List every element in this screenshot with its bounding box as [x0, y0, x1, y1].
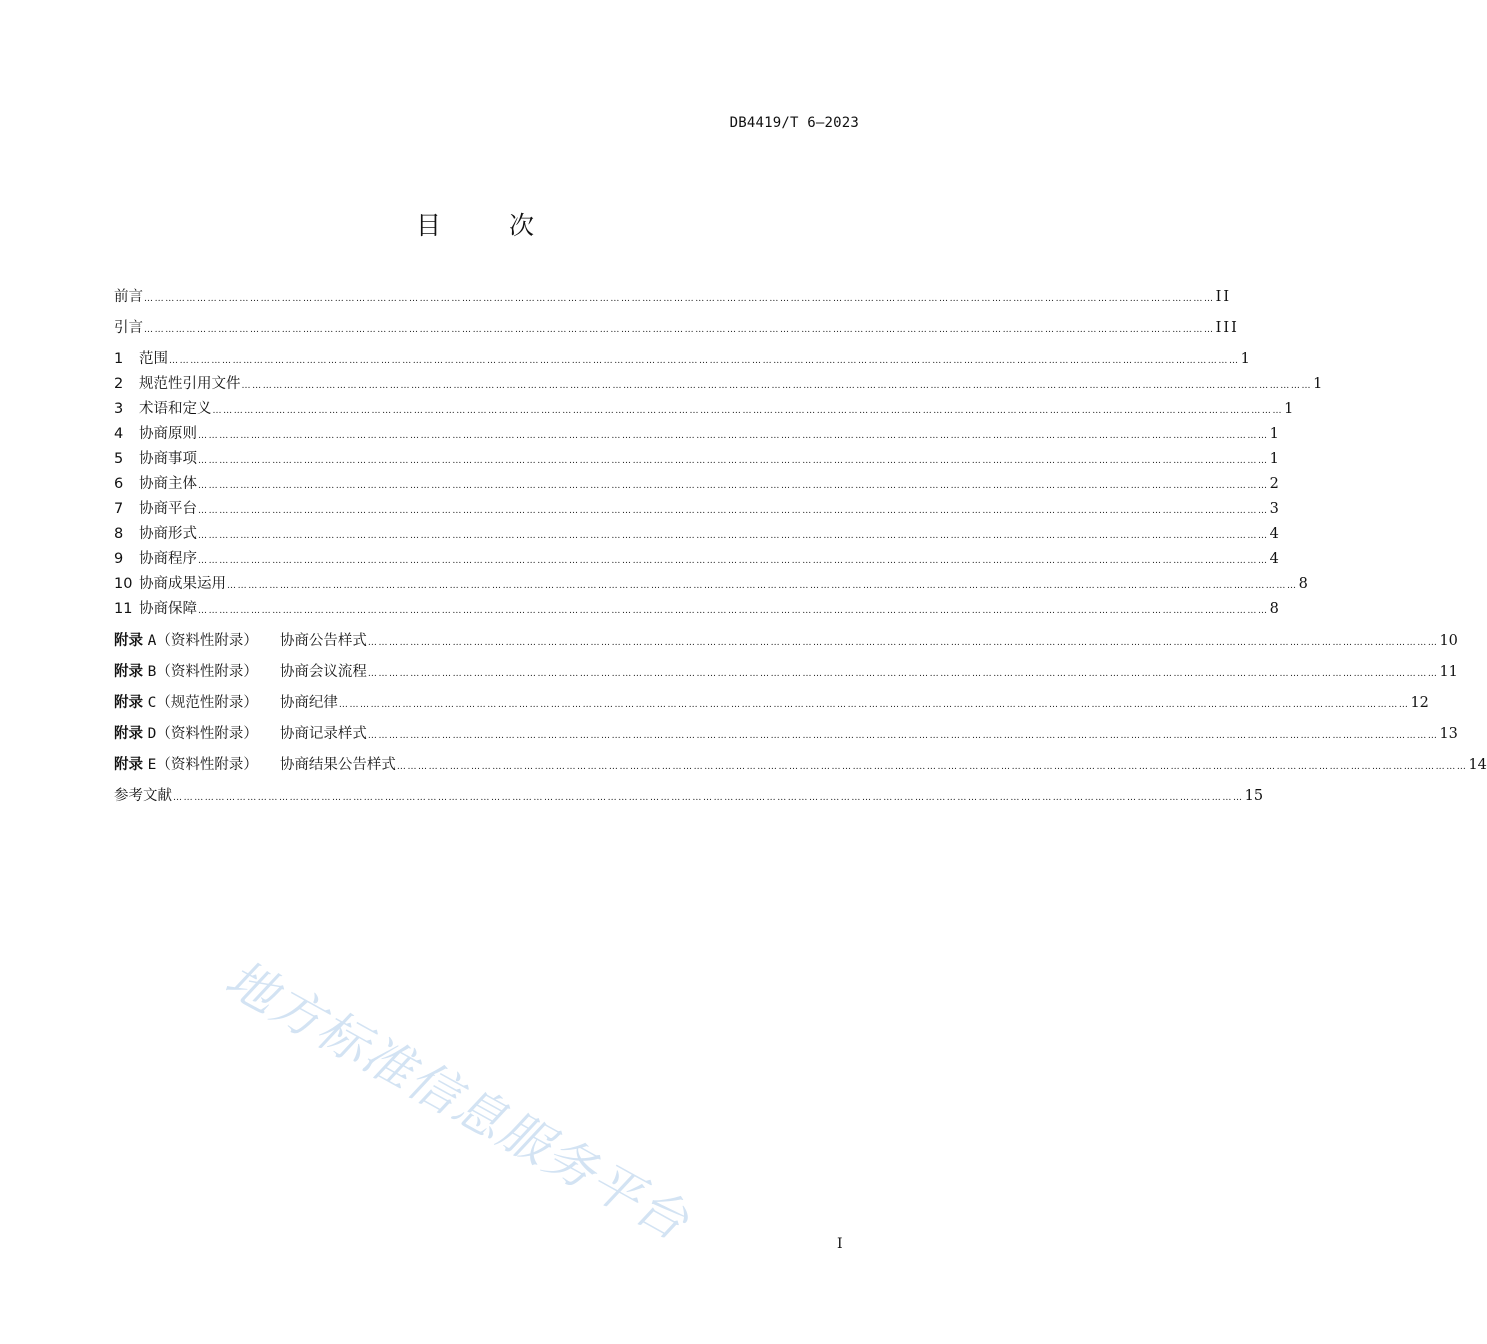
toc-entry-4[interactable]: [114, 424, 1279, 446]
leader-dots: ……………………………………………………………………………………………………………………………………………………………………………………………………………………………………………………………………………: [396, 762, 1468, 772]
toc-entry-title: 范围: [139, 351, 168, 367]
toc-entry-5[interactable]: [114, 449, 1279, 471]
toc-entry-title: 协商成果运用: [139, 576, 226, 592]
toc-appendix-c[interactable]: [114, 693, 1429, 715]
leader-dots: ……………………………………………………………………………………………………………………………………………………………………………………………………………………………………………………………………………: [227, 581, 1298, 591]
toc-entry-page: 2: [1269, 476, 1279, 492]
leader-dots: ……………………………………………………………………………………………………………………………………………………………………………………………………………………………………………………………………………: [144, 294, 1215, 304]
leader-dots: ……………………………………………………………………………………………………………………………………………………………………………………………………………………………………………………………………………: [198, 506, 1269, 516]
appendix-title: 协商会议流程: [279, 664, 367, 680]
toc-entry-number: 11: [114, 601, 133, 617]
appendix-prefix: 附录: [114, 664, 143, 680]
appendix-letter: E: [147, 757, 157, 773]
toc-entry-title: 协商事项: [139, 451, 197, 467]
toc-entry-page: 8: [1298, 576, 1308, 592]
toc-entry-page: II: [1215, 289, 1232, 305]
appendix-letter: B: [147, 664, 157, 680]
leader-dots: ……………………………………………………………………………………………………………………………………………………………………………………………………………………………………………………………………………: [367, 731, 1439, 741]
appendix-type: （资料性附录）: [156, 633, 258, 649]
toc-entry-title: 规范性引用文件: [139, 376, 241, 392]
leader-dots: ……………………………………………………………………………………………………………………………………………………………………………………………………………………………………………………………………………: [198, 456, 1269, 466]
toc-entry-number: 1: [114, 351, 124, 367]
toc-entry-page: 13: [1439, 726, 1458, 742]
toc-entry-number: 10: [114, 576, 133, 592]
leader-dots: ……………………………………………………………………………………………………………………………………………………………………………………………………………………………………………………………………………: [173, 793, 1244, 803]
toc-entry-number: 4: [114, 426, 124, 442]
toc-entry-title: 协商形式: [139, 526, 197, 542]
appendix-letter: D: [147, 726, 157, 742]
leader-dots: ……………………………………………………………………………………………………………………………………………………………………………………………………………………………………………………………………………: [241, 381, 1313, 391]
toc-entry-page: 4: [1269, 551, 1279, 567]
appendix-prefix: 附录: [114, 726, 143, 742]
toc-appendix-a[interactable]: [114, 631, 1458, 653]
toc-entry-introduction[interactable]: [114, 318, 1239, 340]
toc-entry-title: 协商主体: [139, 476, 197, 492]
toc-entry-number: 8: [114, 526, 124, 542]
appendix-prefix: 附录: [114, 633, 143, 649]
toc-title-char-2: 次: [509, 211, 535, 240]
toc-entry-page: 1: [1269, 451, 1279, 467]
toc-entry-page: 3: [1269, 501, 1279, 517]
appendix-title: 协商记录样式: [279, 726, 367, 742]
toc-entry-1[interactable]: [114, 349, 1250, 371]
leader-dots: ……………………………………………………………………………………………………………………………………………………………………………………………………………………………………………………………………………: [198, 606, 1269, 616]
page-number: I: [837, 1236, 843, 1252]
appendix-type: （资料性附录）: [156, 664, 258, 680]
toc-entry-title: 协商原则: [139, 426, 197, 442]
toc-entry-page: 1: [1269, 426, 1279, 442]
toc-entry-page: 1: [1313, 376, 1323, 392]
toc-entry-title: 协商平台: [139, 501, 197, 517]
appendix-title: 协商纪律: [279, 695, 338, 711]
appendix-title: 协商公告样式: [279, 633, 367, 649]
appendix-title: 协商结果公告样式: [279, 757, 396, 773]
toc-entry-page: 11: [1439, 664, 1458, 680]
leader-dots: ……………………………………………………………………………………………………………………………………………………………………………………………………………………………………………………………………………: [198, 531, 1269, 541]
toc-entry-11[interactable]: [114, 599, 1279, 621]
toc-entry-foreword[interactable]: [114, 287, 1232, 309]
toc-entry-10[interactable]: [114, 574, 1308, 596]
appendix-type: （资料性附录）: [156, 726, 258, 742]
toc-entry-page: 8: [1269, 601, 1279, 617]
toc-appendix-d[interactable]: [114, 724, 1458, 746]
toc-title-char-1: 目: [415, 211, 441, 240]
leader-dots: ……………………………………………………………………………………………………………………………………………………………………………………………………………………………………………………………………………: [144, 325, 1215, 335]
appendix-letter: A: [147, 633, 157, 649]
toc-entry-page: 10: [1439, 633, 1458, 649]
leader-dots: ……………………………………………………………………………………………………………………………………………………………………………………………………………………………………………………………………………: [198, 431, 1269, 441]
toc-entry-title: 前言: [114, 289, 143, 305]
toc-entry-page: 4: [1269, 526, 1279, 542]
toc-entry-7[interactable]: [114, 499, 1279, 521]
leader-dots: ……………………………………………………………………………………………………………………………………………………………………………………………………………………………………………………………………………: [212, 406, 1284, 416]
toc-entry-page: 1: [1284, 401, 1294, 417]
toc-entry-8[interactable]: [114, 524, 1279, 546]
toc-entry-title: 协商保障: [139, 601, 197, 617]
toc-entry-page: 15: [1244, 788, 1264, 804]
toc-entry-9[interactable]: [114, 549, 1279, 571]
watermark: 地方标准信息服务平台: [216, 949, 699, 1252]
standard-code: DB4419/T 6—2023: [729, 115, 859, 131]
leader-dots: ……………………………………………………………………………………………………………………………………………………………………………………………………………………………………………………………………………: [367, 638, 1439, 648]
leader-dots: ……………………………………………………………………………………………………………………………………………………………………………………………………………………………………………………………………………: [367, 669, 1439, 679]
appendix-letter: C: [147, 695, 157, 711]
leader-dots: ……………………………………………………………………………………………………………………………………………………………………………………………………………………………………………………………………………: [338, 700, 1410, 710]
leader-dots: ……………………………………………………………………………………………………………………………………………………………………………………………………………………………………………………………………………: [198, 481, 1269, 491]
appendix-type: （规范性附录）: [156, 695, 258, 711]
toc-entry-title: 术语和定义: [139, 401, 212, 417]
toc-entry-title: 参考文献: [114, 788, 172, 804]
leader-dots: ……………………………………………………………………………………………………………………………………………………………………………………………………………………………………………………………………………: [198, 556, 1269, 566]
toc-title: [0, 206, 950, 242]
toc-entry-page: 12: [1410, 695, 1429, 711]
toc-appendix-e[interactable]: [114, 755, 1487, 777]
toc-entry-3[interactable]: [114, 399, 1294, 421]
toc-entry-number: 6: [114, 476, 124, 492]
toc-entry-page: III: [1215, 320, 1239, 336]
toc-entry-6[interactable]: [114, 474, 1279, 496]
toc-entry-references[interactable]: [114, 786, 1264, 808]
appendix-prefix: 附录: [114, 695, 143, 711]
toc-appendix-b[interactable]: [114, 662, 1458, 684]
toc-entry-number: 7: [114, 501, 124, 517]
toc-entry-number: 2: [114, 376, 124, 392]
leader-dots: ……………………………………………………………………………………………………………………………………………………………………………………………………………………………………………………………………………: [169, 356, 1240, 366]
toc-entry-2[interactable]: [114, 374, 1323, 396]
appendix-prefix: 附录: [114, 757, 143, 773]
toc-entry-title: 引言: [114, 320, 143, 336]
appendix-type: （资料性附录）: [156, 757, 258, 773]
toc-entry-number: 9: [114, 551, 124, 567]
toc-entry-title: 协商程序: [139, 551, 197, 567]
toc-entry-page: 1: [1240, 351, 1250, 367]
toc-entry-number: 5: [114, 451, 124, 467]
toc-entry-page: 14: [1468, 757, 1487, 773]
toc-entry-number: 3: [114, 401, 124, 417]
